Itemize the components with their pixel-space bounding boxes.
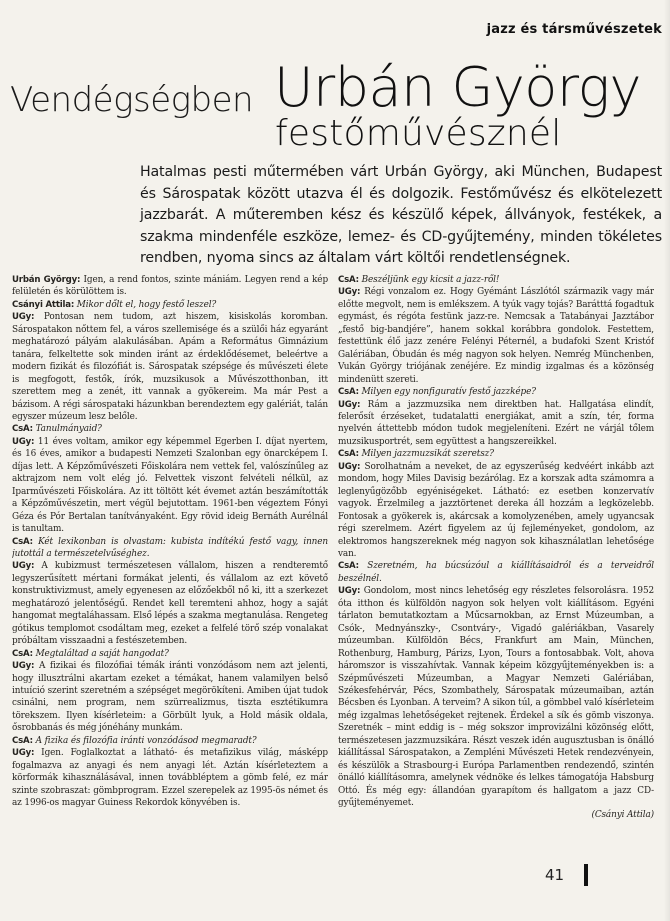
speaker-label: UGy: — [12, 748, 35, 759]
question-text: Tanulmányaid? — [32, 424, 102, 435]
interview-paragraph — [12, 648, 328, 660]
author-signature: (Csányi Attila) — [591, 810, 654, 821]
speaker-label: CsA: — [338, 387, 359, 398]
interview-paragraph — [338, 461, 654, 561]
page-number: 41 — [545, 866, 565, 884]
answer-text: A kubizmust természetesen vállalom, hiszen a rendteremtő legyszerűsített mértani formákat jelenti, és vállalom az ezt követő konstruktivizmust, amely egyenesen az előzőekből nő ki, itt a szerkezet meghatározó jelentőségű. Rendet kell teremteni ahhoz, hogy a saját hangomat megtaláhassam. Első lépés a szakma megtanulása. Rengeteg gótikus templomot csodáltam meg, ezeket a felfelé törő szép vonalakat próbáltam visszaadni a festészetemben. — [12, 561, 328, 647]
speaker-label: UGy: — [338, 586, 361, 597]
interview-paragraph — [338, 399, 654, 449]
question-text: Milyen jazzmuzsikát szeretsz? — [358, 449, 494, 460]
question-text: Szeretném, ha búcsúzóul a kiállításaidról és a terveidről beszélnél. — [338, 561, 654, 584]
answer-text: Sorolhatnám a neveket, de az egyszerűség kedvéért inkább azt mondom, hogy Miles Davisig bezárólag. Ez a korszak adta számomra a leglenyűgözőbb egyéniségeket. Látható: ez esetben konzervatív vagyok. Érzelmileg a jazztörtenet dereka áll hozzám a legközelebb. Fontosak a gyökerek is, akárcsak a komolyzenében, amely ugyancsak régi szerelmem. Azért figyelem az új fejleményeket, gondolom, az elektromos hangszereknek még nagyon sok kihasználatlan lehetősége van. — [338, 461, 654, 559]
speaker-label: CsA: — [338, 449, 359, 460]
answer-text: Pontosan nem tudom, azt hiszem, kisiskolás koromban. Sárospatakon nőttem fel, a város szellemisége és a szülői ház egyaránt meghatározó pályám alakulásában. Apám a Református Gimnázium tanára, felkeltette sok minden iránt az érdeklődésemet, beleértve a modern fizikát és filozófiát is. Sárospatak szépsége és művészeti élete is megfogott, festők, írók, muzsikusok a Művészotthonban, itt szerettem meg a zenét, itt vannak a gyökereim. Ma már Pest a bázisom. A régi sárospataki házunkban berendeztem egy galériát, talán egyszer múzeum lesz belőle. — [12, 312, 328, 422]
speaker-label: UGy: — [338, 287, 361, 298]
answer-text: Rám a jazzmuzsika nem direktben hat. Hallgatása elindít, felerősít érzéseket, tudatalatti energiákat, amit a szín, tér, forma nyelvén áttettebb módon tudok megjeleníteni. Ezért ne várjál tőlem muzsikusportrét, sem együttest a hangszereikkel. — [338, 399, 654, 447]
answer-text: Gondolom, most nincs lehetőség egy részletes felsorolásra. 1952 óta itthon és külföldön nagyon sok helyen volt kiállításom. Egyéni tárlaton bemutatkoztam a Műcsarnokban, az Ernst Múzeumban, a Csók-, Mednyánszky-, Csontváry-, Vigadó galériákban, Vasarely múzeumban. Külföldön Bécs, Frankfurt am Main, München, Rothenburg, Hamburg, Párizs, Lyon, Tours a fontosabbak. Volt, ahova háromszor is visszahívtak. Vannak képeim közgyűjteményekben is: a Szépművészeti Múzeumban, a Magyar Nemzeti Galériában, Székesfehérvár, Pécs, Szombathely, Sárospatak múzeumaiban, aztán Bécsben és Lyonban. A terveim? A sikon túl, a gömbbel való kísérleteim még izgalmas lehetőségeket rejtenek. Érdekel a sík és gömb viszonya. Szeretnék – mint eddig is – még sokszor improvizálni közönség előtt, természetesen jazzmuzsikára. Részt veszek idén augusztusban is önálló kiállítással Sárospatakon, a Zempléni Művészeti Hetek rendezvényein, és készülök a Strasbourg-i Európa Parlamentben rendezendő, szintén önálló kiállításomra, amelynek védnöke és lelkes támogatója Habsburg Ottó. És még egy: állandóan gyarapítom és hallgatom a jazz CD-gyűjteményemet. — [338, 586, 654, 809]
question-text: A fizika és filozófia iránti vonzódásod megmaradt? — [32, 735, 257, 746]
lead-paragraph: Hatalmas pesti műtermében várt Urbán György, aki München, Budapest és Sárospatak között utazva él és dolgozik. Festőművész és elkötelezett jazzbarát. A műteremben kész és készülő képek, állványok, festékek, a szakma mindenféle eszköze, lemez- és CD-gyűjtemény, minden tökéletes rendben, nyoma sincs az általam várt költői rendetlenségnek. — [140, 164, 662, 267]
answer-text: 11 éves voltam, amikor egy képemmel Egerben I. díjat nyertem, és 16 éves, amikor a budapesti Nemzeti Szalonban egy önarcképem I. díjas lett. A Képzőművészeti Főiskolára nem vettek fel, valószínűleg az aktrajzom nem volt elég jó. Felvettek viszont felvételi nélkül, az Iparművészeti Főiskolára. Az itt töltött két évemet aztán beszámították a Képzőművészetin, mert végül bejutottam. 1961-ben végeztem Fónyi Géza és Pór Bertalan tanítványaként. Egy rövid ideig Bernáth Aurélnál is tanultam. — [12, 436, 328, 535]
interview-paragraph — [12, 436, 328, 536]
speaker-label: CsA: — [338, 561, 359, 572]
page-marker-bar — [584, 864, 588, 886]
interview-paragraph — [338, 560, 654, 585]
interview-paragraph — [12, 311, 328, 423]
speaker-label: UGy: — [12, 436, 35, 447]
speaker-label: UGy: — [338, 461, 361, 472]
question-text: Beszéljünk egy kicsit a jazz-ről! — [358, 275, 500, 285]
title-kicker: Vendégségben — [10, 80, 254, 120]
speaker-label: UGy: — [12, 561, 35, 572]
answer-text: Igen. Foglalkoztat a látható- és metafizikus világ, másképp fogalmazva az anyagi és nem anyagi lét. Aztán kísérleteztem a körformák kihasználásával, innen továbbléptem a gömb felé, ez már szinte szobraszat: gömbprogram. Ezzel szerepelek az 1995-ös német és az 1996-os magyar Guiness Rekordok könyvében is. — [12, 748, 328, 809]
speaker-label: CsA: — [338, 275, 359, 285]
interview-paragraph — [12, 660, 328, 735]
answer-text: Igen, a rend fontos, szinte mániám. Legyen rend a kép felületén és körülöttem is. — [12, 275, 328, 298]
article-body — [12, 274, 655, 862]
section-tag: jazz és társművészetek — [486, 22, 662, 37]
speaker-label: CsA: — [12, 735, 33, 746]
interview-paragraph — [338, 386, 654, 398]
answer-text: Régi vonzalom ez. Hogy Gyémánt Lászlótól származik vagy már előtte megvolt, nem is emlékszem. A tyúk vagy tojás? Barátttá fogadtuk egymást, és régóta festünk jazz-re. Nemcsak a Tatabányai Jazztábor „festő big-bandjére”, hanem sokkal korábbra gondolok. Festettem, festettünk élő jazz zenére Felényi Péternél, a budafoki Szent Kristóf Galériában, Óbudán és még nagyon sok helyen. Nemrég Münchenben, Vukán György triójának zenéjére. Ez mindig izgalmas és a közönség mindenütt szereti. — [338, 287, 654, 385]
interview-paragraph — [338, 448, 654, 460]
question-text: Két lexikonban is olvastam: kubista indítékú festő vagy, innen jutottál a természetelvűséghez. — [12, 536, 328, 559]
interview-paragraph — [338, 286, 654, 386]
speaker-label: UGy: — [12, 312, 35, 323]
interview-paragraph — [338, 274, 654, 286]
speaker-label: Csányi Attila: — [12, 299, 75, 310]
interview-paragraph — [12, 274, 328, 299]
speaker-label: UGy: — [12, 661, 35, 672]
interview-paragraph — [12, 299, 328, 311]
page-edge-shade — [664, 0, 670, 921]
speaker-label: CsA: — [12, 424, 33, 435]
interview-paragraph — [12, 747, 328, 809]
speaker-label: UGy: — [338, 399, 361, 410]
interview-paragraph — [338, 585, 654, 809]
answer-text: A fizikai és filozófiai témák iránti vonzódásom nem azt jelenti, hogy illusztrálni akartam ezeket a témákat, hanem valamilyen belső intuíció szerint szeretném a szépséget megörökíteni. Amiben újat tudok csinálni, nem program, nem szürrealizmus, tiszta esztétikumra törekszem. Ilyen kísérleteim: a Görbült lyuk, a Hold másik oldala, ősrobbanás és még jónéhány munkám. — [12, 661, 328, 734]
column-right — [338, 274, 654, 862]
interview-paragraph — [12, 735, 328, 747]
speaker-label: CsA: — [12, 648, 33, 659]
question-text: Milyen egy nonfiguratív festő jazzképe? — [358, 387, 536, 398]
article-title: Urbán György — [274, 56, 641, 119]
interview-paragraph — [12, 423, 328, 435]
question-text: Megtaláltad a saját hangodat? — [32, 648, 169, 659]
question-text: Mikor dőlt el, hogy festő leszel? — [74, 299, 217, 310]
interview-paragraph — [12, 536, 328, 561]
column-left — [12, 274, 328, 862]
speaker-label: CsA: — [12, 536, 33, 547]
speaker-label: Urbán György: — [12, 275, 81, 285]
interview-paragraph — [12, 560, 328, 647]
article-subtitle: festőművésznél — [275, 113, 562, 154]
